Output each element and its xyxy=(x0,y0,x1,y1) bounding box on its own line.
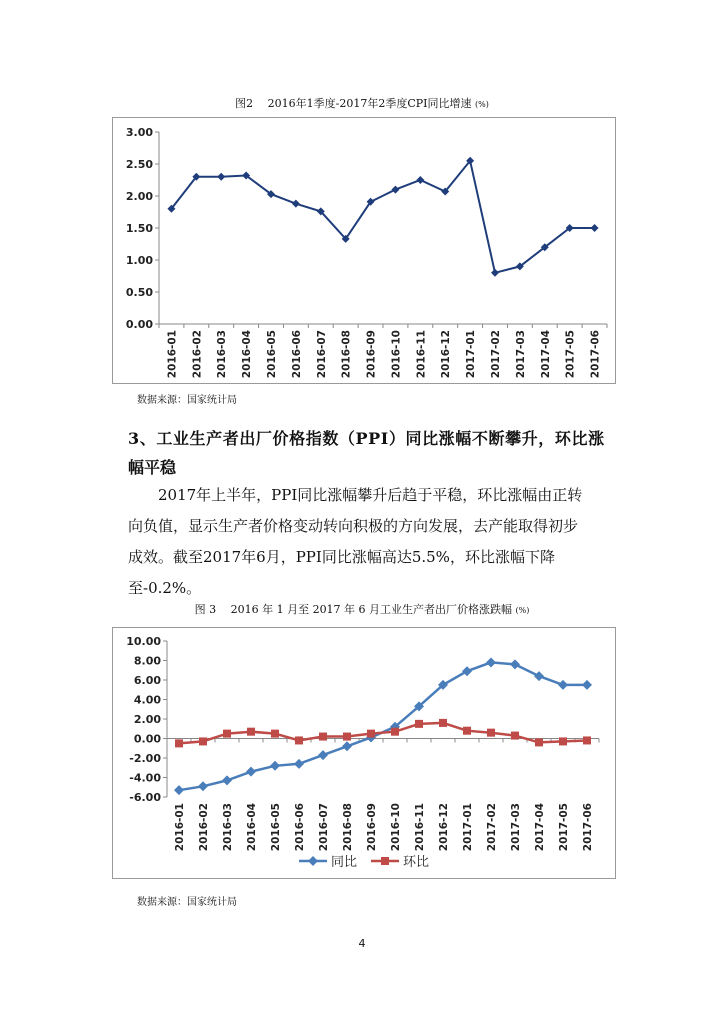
x-tick-label: 2016-06 xyxy=(294,803,306,852)
section3-heading-line1: 3、工业生产者出厂价格指数（PPI）同比涨幅不断攀升，环比涨 xyxy=(128,429,605,448)
x-tick-label: 2016-02 xyxy=(191,330,204,379)
data-point xyxy=(511,732,519,740)
data-point xyxy=(582,680,592,690)
x-tick-label: 2016-12 xyxy=(440,330,453,379)
figure3-caption xyxy=(0,601,724,617)
paragraph-line3: 成效。截至2017年6月，PPI同比涨幅高达5.5%，环比涨幅下降至-0.2%。 xyxy=(128,548,555,597)
legend-label-1: 同比 xyxy=(331,855,358,870)
data-point xyxy=(246,767,256,777)
data-point xyxy=(342,741,352,751)
source-note-2: 数据来源：国家统计局 xyxy=(137,897,237,908)
x-tick-label: 2016-04 xyxy=(246,803,258,852)
data-point xyxy=(415,720,423,728)
x-tick-label: 2016-05 xyxy=(270,803,282,852)
cpi-chart xyxy=(112,117,616,384)
paragraph-line2: 向负值，显示生产者价格变动转向积极的方向发展，去产能取得初步 xyxy=(128,517,579,535)
y-tick-label: 0.00 xyxy=(125,318,153,331)
x-tick-label: 2017-06 xyxy=(589,330,602,379)
x-tick-label: 2017-01 xyxy=(465,330,478,379)
y-tick-label: 6.00 xyxy=(133,674,161,687)
x-tick-label: 2016-07 xyxy=(318,803,330,852)
x-tick-label: 2017-03 xyxy=(514,330,527,379)
x-tick-label: 2016-01 xyxy=(166,330,179,379)
figure2-caption xyxy=(0,95,724,111)
data-point xyxy=(463,727,471,735)
data-point xyxy=(318,750,328,760)
x-tick-label: 2016-08 xyxy=(340,330,353,379)
data-point xyxy=(391,186,399,194)
figure3-caption-text: 图 3 2016 年 1 月至 2017 年 6 月工业生产者出厂价格涨跌幅 xyxy=(194,603,513,616)
data-point xyxy=(439,719,447,727)
x-tick-label: 2016-10 xyxy=(390,330,403,379)
data-point xyxy=(583,736,591,744)
x-tick-label: 2016-01 xyxy=(174,803,186,852)
section3-paragraph xyxy=(128,480,598,604)
y-tick-label: 10.00 xyxy=(126,635,161,648)
legend-marker-2 xyxy=(381,857,389,865)
x-tick-label: 2016-05 xyxy=(266,330,278,379)
data-point xyxy=(367,730,375,738)
y-tick-label: -4.00 xyxy=(129,771,161,785)
data-point xyxy=(510,659,520,669)
data-point xyxy=(487,729,495,737)
x-tick-label: 2017-01 xyxy=(462,803,474,852)
y-tick-label: -6.00 xyxy=(129,791,161,804)
data-point xyxy=(199,737,207,745)
paragraph-line1: 2017年上半年，PPI同比涨幅攀升后趋于平稳，环比涨幅由正转 xyxy=(158,486,583,504)
x-tick-label: 2016-04 xyxy=(241,330,254,379)
figure2-caption-text: 图2 2016年1季度-2017年2季度CPI同比增速 xyxy=(235,97,472,110)
y-tick-label: 0.00 xyxy=(133,732,161,746)
data-point xyxy=(559,737,567,745)
figure2-unit: (%) xyxy=(475,100,489,109)
x-tick-label: 2016-10 xyxy=(390,803,402,852)
data-point xyxy=(319,733,327,741)
data-point xyxy=(534,671,544,681)
data-point xyxy=(198,781,208,791)
data-point xyxy=(174,785,184,795)
data-point xyxy=(294,759,304,769)
x-tick-label: 2017-05 xyxy=(558,803,570,852)
y-tick-label: -2.00 xyxy=(129,752,161,765)
series-line-1 xyxy=(179,662,587,790)
data-point xyxy=(271,730,279,738)
section3-heading-line2: 幅平稳 xyxy=(128,458,177,477)
y-tick-label: 2.00 xyxy=(133,713,161,726)
x-tick-label: 2016-09 xyxy=(365,330,378,379)
y-tick-label: 1.00 xyxy=(125,254,153,267)
y-tick-label: 8.00 xyxy=(133,654,161,668)
data-point xyxy=(247,728,255,736)
legend-marker-1 xyxy=(308,856,318,866)
x-tick-label: 2016-11 xyxy=(414,803,426,852)
data-point xyxy=(391,728,399,736)
data-point xyxy=(343,733,351,741)
series-line-1 xyxy=(171,161,594,273)
x-tick-label: 2016-02 xyxy=(198,803,210,852)
x-tick-label: 2016-03 xyxy=(222,803,234,852)
figure3-unit: (%) xyxy=(515,606,530,615)
data-point xyxy=(175,739,183,747)
y-tick-label: 1.50 xyxy=(125,222,153,235)
x-tick-label: 2017-02 xyxy=(486,803,498,852)
legend-label-2: 环比 xyxy=(403,855,430,870)
x-tick-label: 2017-03 xyxy=(510,803,522,852)
data-point xyxy=(535,738,543,746)
x-tick-label: 2017-06 xyxy=(582,803,594,852)
x-tick-label: 2017-05 xyxy=(564,330,577,379)
data-point xyxy=(558,680,568,690)
cpi-chart-svg xyxy=(113,118,615,383)
x-tick-label: 2016-08 xyxy=(342,803,354,852)
x-tick-label: 2016-07 xyxy=(315,330,328,379)
data-point xyxy=(486,657,496,667)
x-tick-label: 2016-03 xyxy=(216,330,229,379)
data-point xyxy=(462,666,472,676)
x-tick-label: 2017-04 xyxy=(539,330,552,379)
x-tick-label: 2017-02 xyxy=(490,330,502,379)
y-tick-label: 2.00 xyxy=(125,190,153,203)
ppi-chart-svg xyxy=(113,628,615,878)
data-point xyxy=(491,269,499,277)
x-tick-label: 2017-04 xyxy=(534,803,546,852)
y-tick-label: 2.50 xyxy=(125,158,153,171)
data-point xyxy=(295,736,303,744)
data-point xyxy=(292,200,300,208)
y-tick-label: 3.00 xyxy=(125,126,153,139)
page-number: 4 xyxy=(358,937,366,950)
y-tick-label: 4.00 xyxy=(133,693,161,707)
data-point xyxy=(270,761,280,771)
data-point xyxy=(222,775,232,785)
x-tick-label: 2016-11 xyxy=(415,330,428,379)
x-tick-label: 2016-09 xyxy=(366,803,378,852)
data-point xyxy=(217,173,225,181)
source-note-1: 数据来源：国家统计局 xyxy=(137,395,237,406)
x-tick-label: 2016-12 xyxy=(438,803,450,852)
data-point xyxy=(223,730,231,738)
ppi-chart xyxy=(112,627,616,879)
data-point xyxy=(591,224,599,232)
data-point xyxy=(416,176,424,184)
section3-heading xyxy=(128,424,628,482)
x-tick-label: 2016-06 xyxy=(290,330,303,379)
y-tick-label: 0.50 xyxy=(125,286,153,299)
